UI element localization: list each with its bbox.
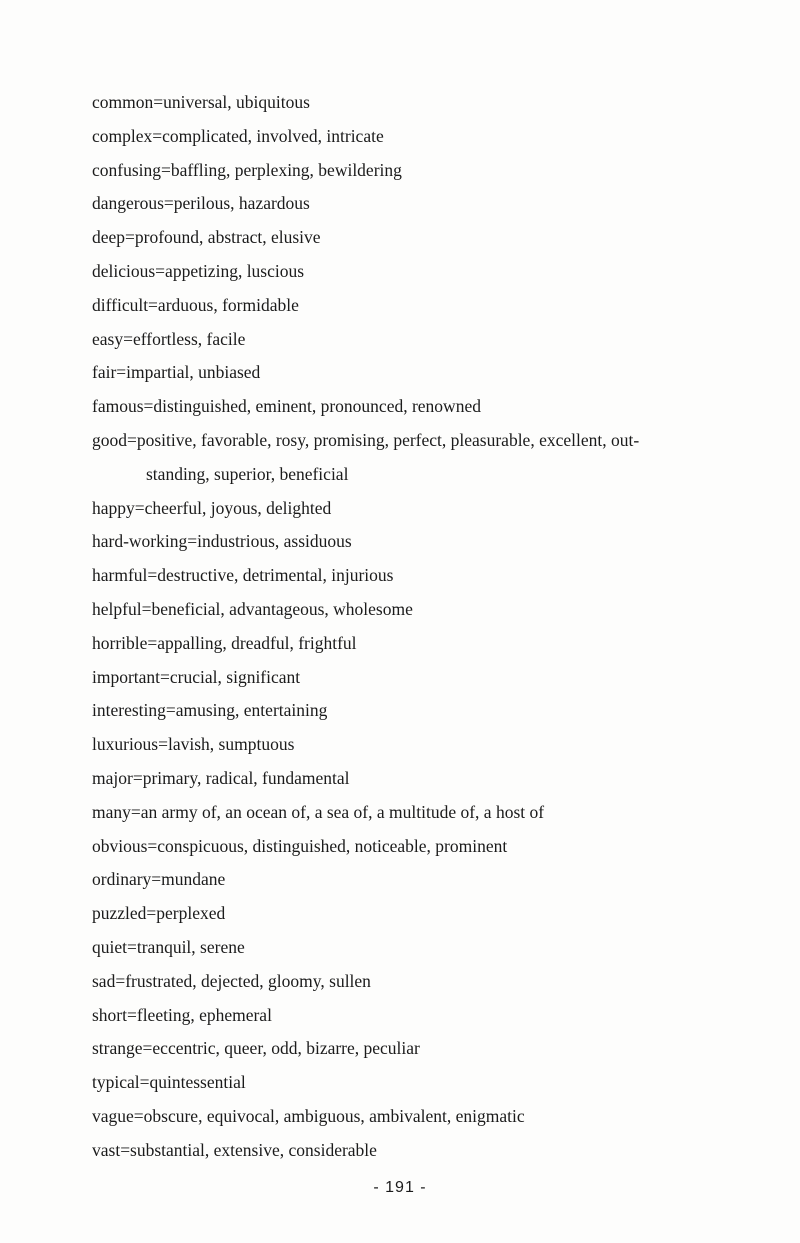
synonym-entry-text: horrible=appalling, dreadful, frightful	[92, 632, 357, 653]
synonym-entry-continuation: standing, superior, beneficial	[146, 463, 349, 484]
synonym-entry-text: happy=cheerful, joyous, delighted	[92, 497, 332, 518]
synonym-entry	[92, 221, 772, 255]
synonym-entry	[92, 830, 772, 864]
synonym-entry	[92, 1066, 772, 1100]
synonym-entry	[92, 728, 772, 762]
synonym-entry	[92, 627, 772, 661]
synonym-entry	[92, 931, 772, 965]
synonym-entry	[92, 255, 772, 289]
synonym-entry-text: good=positive, favorable, rosy, promising, perfect, pleasurable, excellent, out-	[92, 429, 640, 450]
synonym-entry	[92, 762, 772, 796]
synonym-entry	[92, 694, 772, 728]
synonym-entry-text: luxurious=lavish, sumptuous	[92, 734, 295, 755]
synonym-entry-text: puzzled=perplexed	[92, 903, 226, 924]
synonym-entry	[92, 863, 772, 897]
synonym-entry	[92, 1100, 772, 1134]
synonym-list	[92, 86, 772, 1168]
synonym-entry	[92, 965, 772, 999]
synonym-entry	[92, 187, 772, 221]
synonym-entry	[92, 323, 772, 357]
synonym-entry	[92, 356, 772, 390]
synonym-entry	[92, 390, 772, 424]
synonym-entry	[92, 1032, 772, 1066]
synonym-entry	[92, 424, 772, 492]
synonym-entry	[92, 559, 772, 593]
synonym-entry-text: dangerous=perilous, hazardous	[92, 193, 310, 214]
synonym-entry-text: helpful=beneficial, advantageous, wholesome	[92, 598, 413, 619]
page-number: - 191 -	[373, 1179, 427, 1196]
synonym-entry-text: important=crucial, significant	[92, 666, 301, 687]
synonym-entry	[92, 796, 772, 830]
synonym-entry-text: major=primary, radical, fundamental	[92, 767, 350, 788]
synonym-entry-text: complex=complicated, involved, intricate	[92, 125, 384, 146]
synonym-entry	[92, 492, 772, 526]
synonym-entry	[92, 154, 772, 188]
synonym-entry	[92, 120, 772, 154]
synonym-entry-text: vast=substantial, extensive, considerable	[92, 1139, 377, 1160]
synonym-entry-text: sad=frustrated, dejected, gloomy, sullen	[92, 970, 371, 991]
synonym-entry-text: obvious=conspicuous, distinguished, noticeable, prominent	[92, 835, 508, 856]
synonym-entry-text: easy=effortless, facile	[92, 328, 246, 349]
synonym-entry	[92, 999, 772, 1033]
synonym-entry-text: common=universal, ubiquitous	[92, 92, 310, 112]
synonym-entry-text: hard-working=industrious, assiduous	[92, 531, 352, 552]
synonym-entry-text: confusing=baffling, perplexing, bewildering	[92, 159, 402, 180]
synonym-entry	[92, 593, 772, 627]
synonym-entry	[92, 661, 772, 695]
synonym-entry-text: typical=quintessential	[92, 1072, 246, 1093]
synonym-entry-text: strange=eccentric, queer, odd, bizarre, peculiar	[92, 1038, 420, 1059]
synonym-entry	[92, 1134, 772, 1168]
synonym-entry	[92, 289, 772, 323]
synonym-entry-text: short=fleeting, ephemeral	[92, 1004, 272, 1025]
synonym-entry-text: difficult=arduous, formidable	[92, 294, 299, 315]
synonym-entry-text: quiet=tranquil, serene	[92, 936, 245, 957]
synonym-entry-text: famous=distinguished, eminent, pronounced, renowned	[92, 396, 481, 417]
synonym-entry-text: fair=impartial, unbiased	[92, 362, 261, 383]
synonym-entry	[92, 897, 772, 931]
synonym-entry-text: ordinary=mundane	[92, 869, 226, 890]
synonym-entry-text: delicious=appetizing, luscious	[92, 260, 305, 281]
synonym-entry-text: harmful=destructive, detrimental, injurious	[92, 565, 394, 586]
synonym-entry	[92, 86, 772, 120]
synonym-entry-text: vague=obscure, equivocal, ambiguous, ambivalent, enigmatic	[92, 1105, 525, 1126]
synonym-entry-text: deep=profound, abstract, elusive	[92, 227, 321, 248]
synonym-entry-text: many=an army of, an ocean of, a sea of, a multitude of, a host of	[92, 801, 545, 822]
synonym-entry	[92, 525, 772, 559]
synonym-entry-text: interesting=amusing, entertaining	[92, 700, 328, 721]
